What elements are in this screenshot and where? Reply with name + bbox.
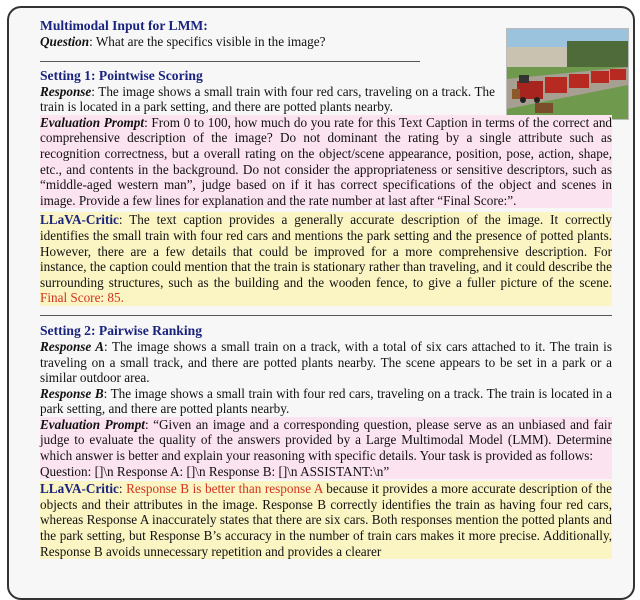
- example-frame: [7, 6, 635, 600]
- setting1-prompt: [40, 115, 612, 209]
- critic-verdict: Response B is better than response A: [126, 481, 323, 497]
- question-label: Question: [40, 34, 90, 49]
- setting2-prompt-label: Evaluation Prompt: [40, 416, 145, 432]
- setting2-prompt: [40, 417, 612, 479]
- setting2-critic: LLaVA-Critic: Response B is better than response A because it provides a more accurate description of the objects and their attributes in the image. Response B correctly identifies the train as having four red cars, whereas Response A inaccurately states that there are six cars. Both responses mention the potted plants and the park setting, but Response B’s accuracy in the number of train cars makes it more precise. Additionally, Response B avoids unnecessary repetition and provides a clearer: [40, 481, 612, 559]
- setting1-response-label: Response: [40, 83, 92, 99]
- divider-2: [40, 315, 612, 316]
- response-b-text: : The image shows a small train with four red cars, traveling on a track. The train is located in a park setting, and there are potted plants nearby.: [40, 385, 612, 417]
- input-title: Multimodal Input for LMM:: [40, 18, 208, 33]
- content: [40, 18, 612, 559]
- setting1-prompt-text: : From 0 to 100, how much do you rate for this Text Caption in terms of the correct and comprehensive description of the image? Do not dominant the rating by a single attribute such as recognition correctness, but a overall rating on the object/scene appearance, position, pose, action, shape, etc., and contents in the background. Do not consider the appropriateness or sensitive descriptors, such as “middle-aged western man”, judge based on if it has correct specifications of the object and scenes in image. Provide a few lines for explanation and the rate number at last after “Final Score:”.: [40, 114, 613, 208]
- setting1-critic-label: LLaVA-Critic: [40, 212, 119, 228]
- response-b-label: Response B: [40, 385, 104, 401]
- response-a-label: Response A: [40, 338, 105, 354]
- setting2-prompt-text: : “Given an image and a corresponding question, please serve as an unbiased and fair judge to evaluate the quality of the answers provided by a Large Multimodal Model (LMM). Determine which answer is better and explain your reasoning with specific details. Your task is provided as follows:: [40, 416, 612, 464]
- final-score: Final Score: 85.: [40, 290, 124, 306]
- prompt-template: Question: []\n Response A: []\n Response B: []\n ASSISTANT:\n”: [40, 463, 390, 479]
- setting1-critic-text: : The text caption provides a generally accurate description of the image. It correctly identifies the small train with four red cars and mentions the park setting and the presence of potted plants. However, there are a few details that could be improved for a more comprehensive description. For instance, the caption could mention that the train is stationary rather than traveling, and it could describe the surrounding structures, such as the building and the wooden fence, to give a fuller picture of the scene.: [40, 212, 612, 290]
- setting1-title: Setting 1: Pointwise Scoring: [40, 67, 203, 83]
- divider-1: [40, 61, 420, 62]
- setting2-title: Setting 2: Pairwise Ranking: [40, 322, 202, 338]
- setting1-critic: [40, 212, 612, 306]
- setting2-critic-label: LLaVA-Critic: [40, 481, 119, 497]
- question-text: : What are the specifics visible in the image?: [89, 34, 326, 49]
- setting-1: [40, 68, 612, 306]
- input-section: [40, 18, 612, 50]
- setting-2: [40, 323, 612, 559]
- setting1-prompt-label: Evaluation Prompt: [40, 114, 145, 130]
- setting1-response-text: : The image shows a small train with four red cars, traveling on a track. The train is located in a park setting, and there are potted plants nearby.: [40, 83, 495, 115]
- response-a-text: : The image shows a small train on a track, with a total of six cars attached to it. The train is traveling on a small track, and there are potted plants nearby. The scene appears to be set in a park or a similar outdoor area.: [40, 338, 612, 386]
- setting2-critic-text: because it provides a more accurate description of the objects and their attributes in the image. Response B correctly identifies the train as having four red cars, whereas Response A inaccurately states that there are six cars. Both responses mention the potted plants and the park setting, but Response B’s accuracy in the number of train cars makes it more precise. Additionally, Response B avoids unnecessary repetition and provides a clearer: [40, 481, 612, 559]
